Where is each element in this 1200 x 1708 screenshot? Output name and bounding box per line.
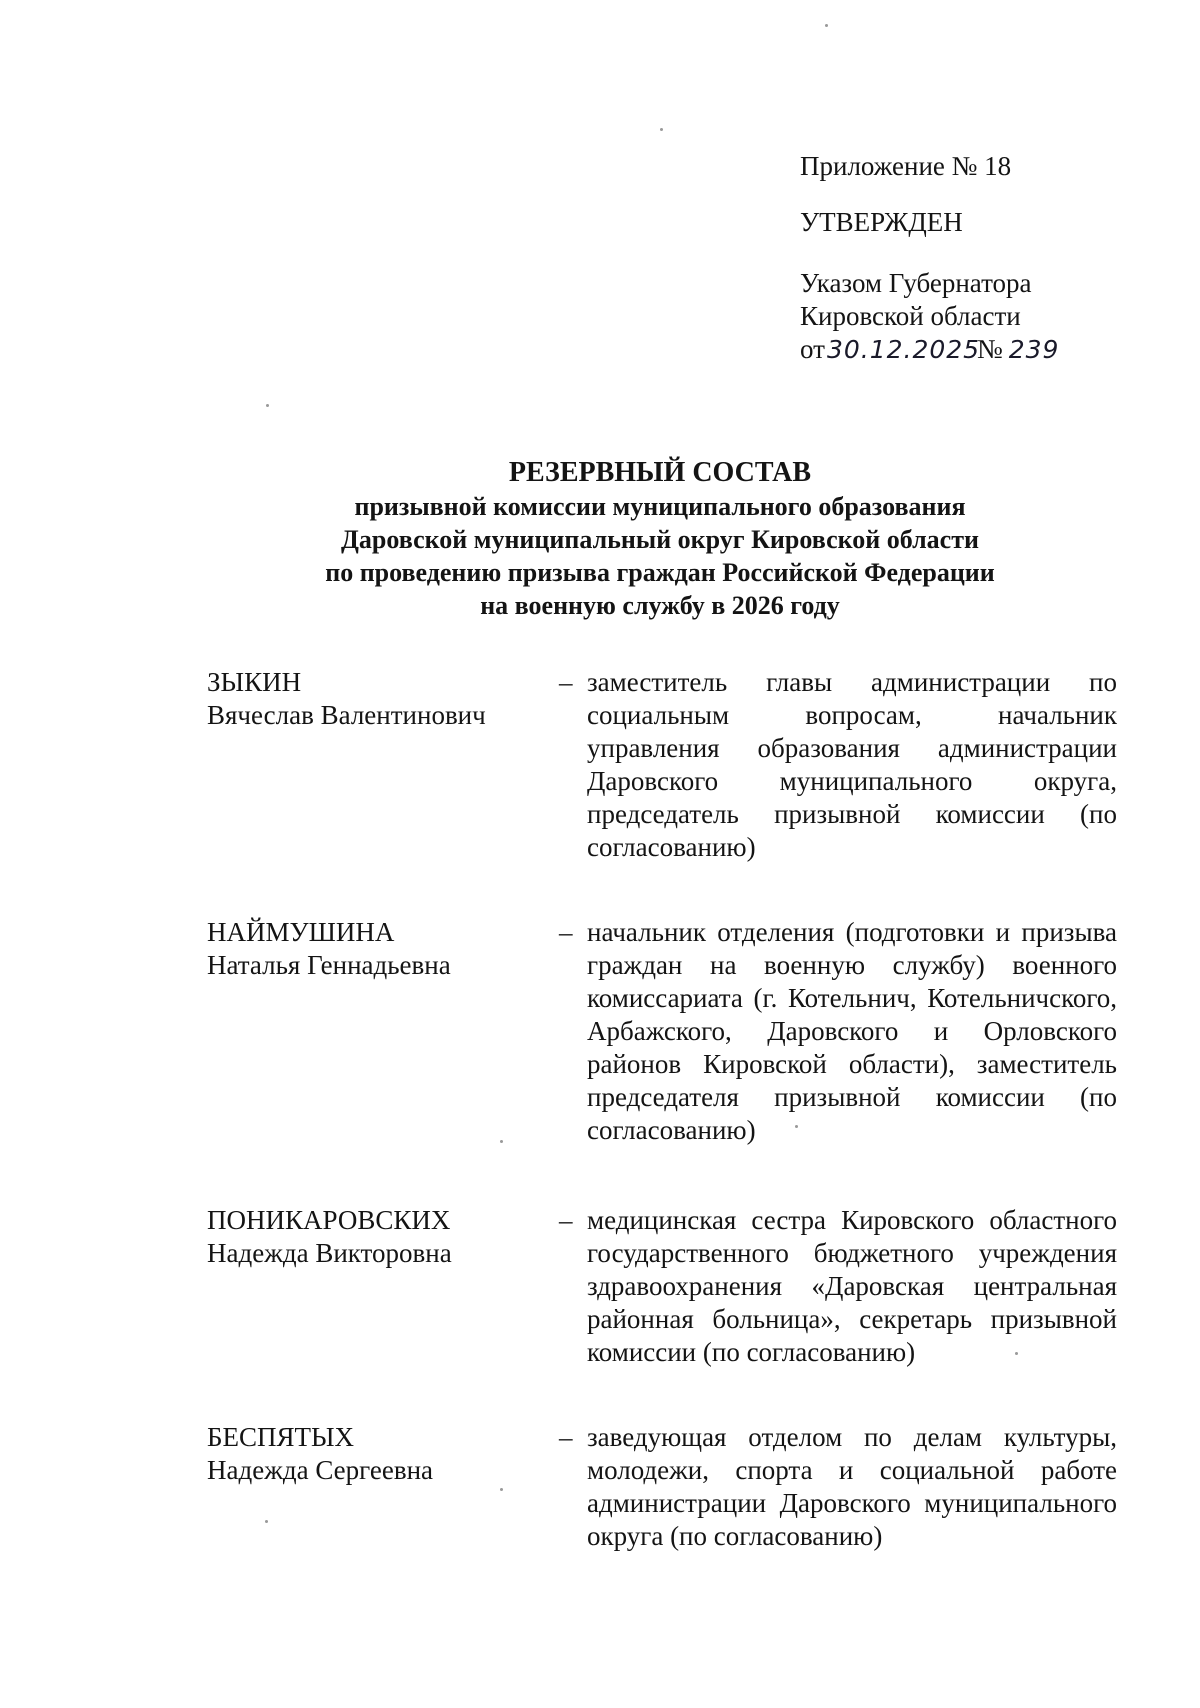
approval-block (800, 150, 1180, 366)
member-given-names: Наталья Геннадьевна (207, 950, 451, 980)
member-given-names: Надежда Викторовна (207, 1238, 452, 1268)
scan-speck (266, 404, 269, 407)
heading-line-5: на военную службу в 2026 году (480, 591, 840, 620)
member-entry (207, 916, 1117, 1147)
scan-speck (500, 1488, 503, 1491)
approved-stamp-text: УТВЕРЖДЕН (800, 207, 963, 237)
member-name (207, 1204, 559, 1369)
document-heading (150, 455, 1170, 622)
member-description: заведующая отделом по делам культуры, молодежи, спорта и социальной работе администрации Даровского муниципального округа (по согласованию) (587, 1422, 1117, 1551)
member-name (207, 916, 559, 1147)
heading-line-2: призывной комиссии муниципального образования (354, 492, 966, 521)
member-given-names: Надежда Сергеевна (207, 1455, 434, 1485)
date-prefix: от (800, 334, 825, 364)
member-entry (207, 666, 1117, 864)
heading-line-4: по проведению призыва граждан Российской Федерации (325, 558, 995, 587)
member-dash: – (559, 667, 573, 697)
scan-speck (795, 1125, 798, 1128)
appendix-number: Приложение № 18 (800, 151, 1012, 181)
member-given-names: Вячеслав Валентинович (207, 700, 486, 730)
member-entry (207, 1421, 1117, 1553)
scan-speck (1015, 1352, 1018, 1355)
member-dash: – (559, 1205, 573, 1235)
members-list (207, 666, 1117, 1553)
scan-speck (265, 1520, 268, 1523)
member-surname: ПОНИКАРОВСКИХ (207, 1205, 451, 1235)
member-dash: – (559, 917, 573, 947)
decree-date-line (800, 333, 1180, 366)
decree-line-2: Кировской области (800, 301, 1021, 331)
handwritten-date: 30.12.2025 (826, 335, 981, 364)
handwritten-number: 239 (1008, 335, 1060, 364)
heading-title: РЕЗЕРВНЫЙ СОСТАВ (508, 457, 812, 488)
member-description: заместитель главы администрации по социальным вопросам, начальник управления образования администрации Даровского муниципального округа, председатель призывной комиссии (по согласованию) (587, 667, 1117, 862)
scan-speck (660, 128, 663, 131)
scan-speck (500, 1140, 503, 1143)
member-surname: БЕСПЯТЫХ (207, 1422, 355, 1452)
heading-line-3: Даровской муниципальный округ Кировской области (341, 525, 979, 554)
member-surname: НАЙМУШИНА (207, 917, 395, 947)
member-description: начальник отделения (подготовки и призыва граждан на военную службу) военного комиссариата (г. Котельнич, Котельничского, Арбажского, Даровского и Орловского районов Кировской области), заместитель председателя призывной комиссии (по согласованию) (587, 917, 1117, 1145)
member-surname: ЗЫКИН (207, 667, 302, 697)
member-dash: – (559, 1422, 573, 1452)
member-name (207, 1421, 559, 1553)
member-name (207, 666, 559, 864)
number-prefix: № (976, 334, 1003, 364)
scan-speck (825, 24, 828, 27)
member-entry (207, 1204, 1117, 1369)
decree-line-1: Указом Губернатора (800, 268, 1032, 298)
member-description: медицинская сестра Кировского областного государственного бюджетного учреждения здравоохранения «Даровская центральная районная больница», секретарь призывной комиссии (по согласованию) (587, 1205, 1117, 1367)
